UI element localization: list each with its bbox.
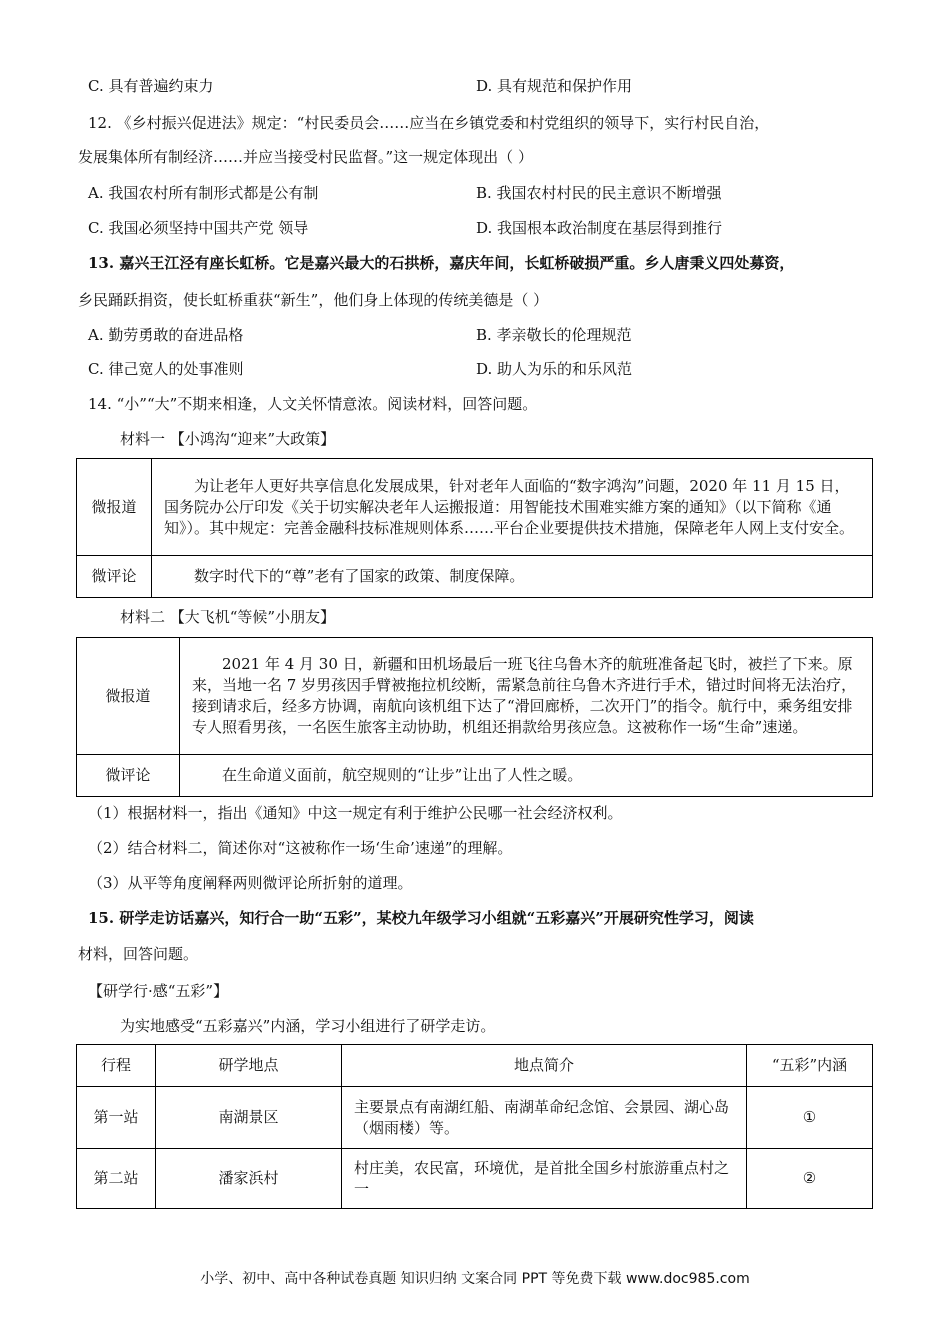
page-footer: 小学、初中、高中各种试卷真题 知识归纳 文案合同 PPT 等免费下载 www.doc985.com bbox=[200, 1271, 750, 1287]
q12-option-c: C. 我国必须坚持中国共产党 领导 bbox=[88, 219, 309, 237]
q14-subquestion-3: （3）从平等角度阐释两则微评论所折射的道理。 bbox=[88, 874, 413, 892]
table-row bbox=[77, 1149, 873, 1209]
q15-intro: 为实地感受“五彩嘉兴”内涵，学习小组进行了研学走访。 bbox=[120, 1017, 496, 1035]
col-header-itinerary: 行程 bbox=[77, 1045, 156, 1087]
row1-location: 南湖景区 bbox=[156, 1087, 342, 1149]
material1-heading: 材料一 【小鸿沟“迎来”大政策】 bbox=[120, 430, 336, 448]
material1-report-text: 为让老年人更好共享信息化发展成果，针对老年人面临的“数字鸿沟”问题，2020 年 11 月 15 日，国务院办公厅印发《关于切实解决老年人运搬报道：用智能技术围难实維方案的通知》（以下简称《通知》）。其中规定：完善金融科技标准规则体系……平台企业要提供技术措施，保障老年人网上支付安全。 bbox=[152, 459, 873, 556]
research-table bbox=[76, 1044, 873, 1209]
q12-option-a: A. 我国农村所有制形式都是公有制 bbox=[88, 184, 319, 202]
row2-meaning: ② bbox=[747, 1149, 873, 1209]
q12-option-d: D. 我国根本政治制度在基层得到推行 bbox=[476, 219, 723, 237]
research-table-header bbox=[77, 1045, 873, 1087]
table-row bbox=[77, 1087, 873, 1149]
row1-intro: 主要景点有南湖红船、南湖革命纪念馆、会景园、湖心岛（烟雨楼）等。 bbox=[342, 1087, 747, 1149]
material2-table bbox=[76, 637, 873, 797]
q12-stem-line1: 12. 《乡村振兴促进法》规定：“村民委员会……应当在乡镇党委和村党组织的领导下，实行村民自治， bbox=[88, 114, 770, 132]
row1-itinerary: 第一站 bbox=[77, 1087, 156, 1149]
q12-stem-line2: 发展集体所有制经济……并应当接受村民监督。”这一规定体现出（ ） bbox=[78, 148, 533, 166]
q13-option-b: B. 孝亲敬长的伦理规范 bbox=[476, 326, 632, 344]
q15-stem-line2: 材料，回答问题。 bbox=[78, 945, 199, 963]
material1-comment-label: 微评论 bbox=[77, 556, 152, 598]
material1-table bbox=[76, 458, 873, 598]
col-header-location: 研学地点 bbox=[156, 1045, 342, 1087]
q14-stem: 14. “小”“大”不期来相逢，人文关怀情意浓。阅读材料，回答问题。 bbox=[88, 395, 538, 413]
material2-report-text: 2021 年 4 月 30 日，新疆和田机场最后一班飞往乌鲁木齐的航班准备起飞时，被拦了下来。原来，当地一名 7 岁男孩因手臂被拖拉机绞断，需紧急前往乌鲁木齐进行手术，错过时间将无法治疗，接到请求后，经多方协调，南航向该机组下达了“滑回廊桥，二次开门”的指令。航行中，乘务组安排专人照看男孩，一名医生旅客主动协助，机组还捐款给男孩应急。这被称作一场“生命”速递。 bbox=[180, 638, 873, 755]
row2-itinerary: 第二站 bbox=[77, 1149, 156, 1209]
q11-option-c: C. 具有普遍约束力 bbox=[88, 77, 214, 95]
row1-meaning: ① bbox=[747, 1087, 873, 1149]
q13-option-d: D. 助人为乐的和乐风范 bbox=[476, 360, 633, 378]
q14-subquestion-1: （1）根据材料一，指出《通知》中这一规定有利于维护公民哪一社会经济权利。 bbox=[88, 804, 623, 822]
q12-option-b: B. 我国农村村民的民主意识不断增强 bbox=[476, 184, 722, 202]
material2-heading: 材料二 【大飞机“等候”小朋友】 bbox=[120, 608, 336, 626]
q13-option-a: A. 勤劳勇敢的奋进品格 bbox=[88, 326, 244, 344]
material1-report-label: 微报道 bbox=[77, 459, 152, 556]
material1-comment-text: 数字时代下的“尊”老有了国家的政策、制度保障。 bbox=[152, 556, 873, 598]
material2-comment-label: 微评论 bbox=[77, 755, 180, 797]
row2-intro: 村庄美，农民富，环境优，是首批全国乡村旅游重点村之一 bbox=[342, 1149, 747, 1209]
col-header-meaning: “五彩”内涵 bbox=[747, 1045, 873, 1087]
q13-stem-line2: 乡民踊跃捐资，使长虹桥重获“新生”，他们身上体现的传统美德是（ ） bbox=[78, 291, 549, 309]
q13-stem-line1: 13. 嘉兴王江泾有座长虹桥。它是嘉兴最大的石拱桥，嘉庆年间，长虹桥破损严重。乡人唐秉义四处募资， bbox=[88, 254, 795, 272]
q14-subquestion-2: （2）结合材料二，简述你对“这被称作一场‘生命’速递”的理解。 bbox=[88, 839, 513, 857]
q11-option-d: D. 具有规范和保护作用 bbox=[476, 77, 633, 95]
q15-stem-line1: 15. 研学走访话嘉兴，知行合一助“五彩”，某校九年级学习小组就“五彩嘉兴”开展研究性学习，阅读 bbox=[88, 909, 754, 927]
col-header-intro: 地点简介 bbox=[342, 1045, 747, 1087]
q15-section-heading: 【研学行·感“五彩”】 bbox=[88, 982, 229, 1000]
q13-option-c: C. 律己宽人的处事准则 bbox=[88, 360, 244, 378]
row2-location: 潘家浜村 bbox=[156, 1149, 342, 1209]
material2-comment-text: 在生命道义面前，航空规则的“让步”让出了人性之暖。 bbox=[180, 755, 873, 797]
material2-report-label: 微报道 bbox=[77, 638, 180, 755]
